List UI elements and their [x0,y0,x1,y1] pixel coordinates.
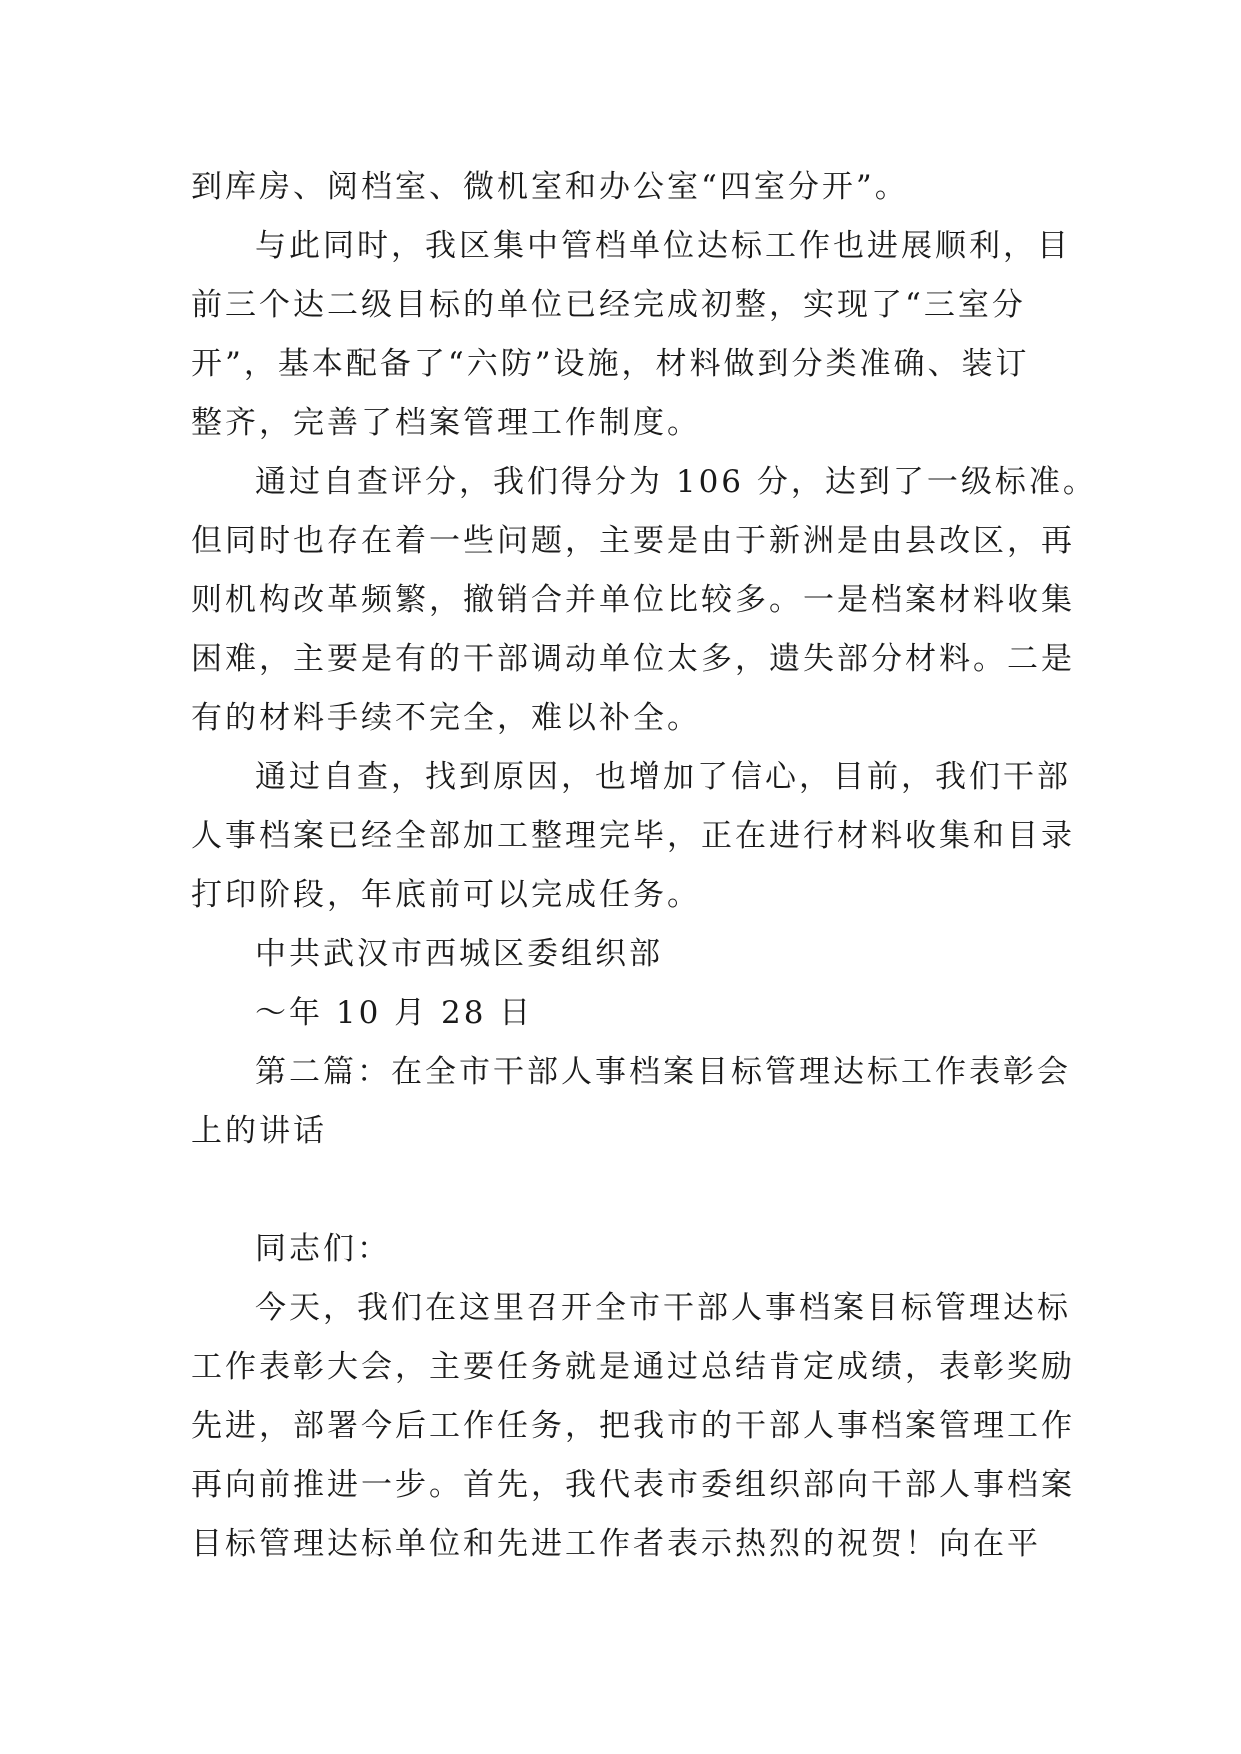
text-line: 到库房、阅档室、微机室和办公室“四室分开”。 [191,169,909,205]
text-line: 再向前推进一步。首先，我代表市委组织部向干部人事档案 [191,1467,1075,1503]
text-line: 但同时也存在着一些问题，主要是由于新洲是由县改区，再 [191,523,1075,559]
signature-organization: 中共武汉市西城区委组织部 [255,936,663,972]
section-heading: 第二篇：在全市干部人事档案目标管理达标工作表彰会 [255,1054,1071,1090]
text-line: 打印阶段，年底前可以完成任务。 [191,877,701,913]
text-line: 前三个达二级目标的单位已经完成初整，实现了“三室分 [191,287,1026,323]
text-line: 先进，部署今后工作任务，把我市的干部人事档案管理工作 [191,1408,1075,1444]
text-line: 开”，基本配备了“六防”设施，材料做到分类准确、装订 [191,346,1030,382]
text-line: 则机构改革频繁，撤销合并单位比较多。一是档案材料收集 [191,582,1075,618]
text-line: 人事档案已经全部加工整理完毕，正在进行材料收集和目录 [191,818,1075,854]
blank-line [191,1161,1061,1220]
paragraph-start-line: 与此同时，我区集中管档单位达标工作也进展顺利，目 [255,228,1071,264]
signature-date: ～年 10 月 28 日 [255,995,534,1031]
paragraph-start-line: 今天，我们在这里召开全市干部人事档案目标管理达标 [255,1290,1071,1326]
paragraph-start-line: 通过自查评分，我们得分为 106 分，达到了一级标准。 [255,464,1097,500]
section-heading-continuation: 上的讲话 [191,1113,327,1149]
text-line: 工作表彰大会，主要任务就是通过总结肯定成绩，表彰奖励 [191,1349,1075,1385]
text-line: 有的材料手续不完全，难以补全。 [191,700,701,736]
text-line: 目标管理达标单位和先进工作者表示热烈的祝贺！向在平 [191,1526,1041,1562]
text-line: 整齐，完善了档案管理工作制度。 [191,405,701,441]
salutation: 同志们： [255,1231,391,1267]
text-line: 困难，主要是有的干部调动单位太多，遗失部分材料。二是 [191,641,1075,677]
document-body [191,158,1097,1574]
paragraph-start-line: 通过自查，找到原因，也增加了信心，目前，我们干部 [255,759,1071,795]
